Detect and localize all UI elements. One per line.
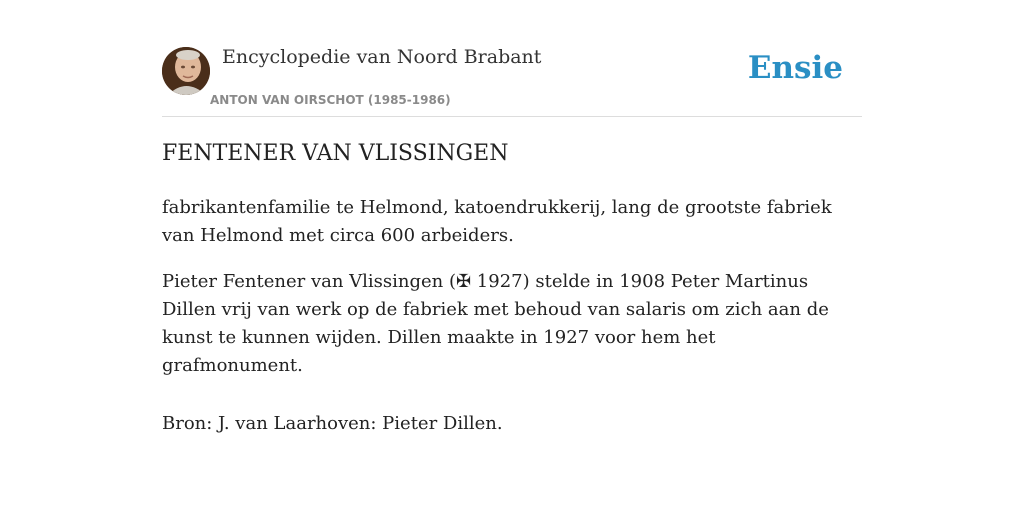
ensie-logo[interactable]: Ensie xyxy=(747,50,843,86)
author-portrait-image xyxy=(162,47,210,95)
entry-paragraph: Pieter Fentener van Vlissingen (✠ 1927) stelde in 1908 Peter Martinus Dillen vrij van werk op de fabriek met behoud van salaris om zich aan de kunst te kunnen wijden. Dillen maakte in 1927 voor hem het grafmonument. xyxy=(162,271,829,376)
entry-paragraph: fabrikantenfamilie te Helmond, katoendrukkerij, lang de grootste fabriek van Helmond met circa 600 arbeiders. xyxy=(162,197,832,246)
author-avatar[interactable] xyxy=(162,47,210,95)
entry-title: FENTENER VAN VLISSINGEN xyxy=(162,141,509,166)
entry-content xyxy=(162,138,862,456)
author-link[interactable]: ANTON VAN OIRSCHOT (1985-1986) xyxy=(210,93,451,107)
encyclopedia-title-link[interactable]: Encyclopedie van Noord Brabant xyxy=(222,46,542,68)
page-header xyxy=(162,40,862,117)
entry-source: Bron: J. van Laarhoven: Pieter Dillen. xyxy=(162,413,503,434)
